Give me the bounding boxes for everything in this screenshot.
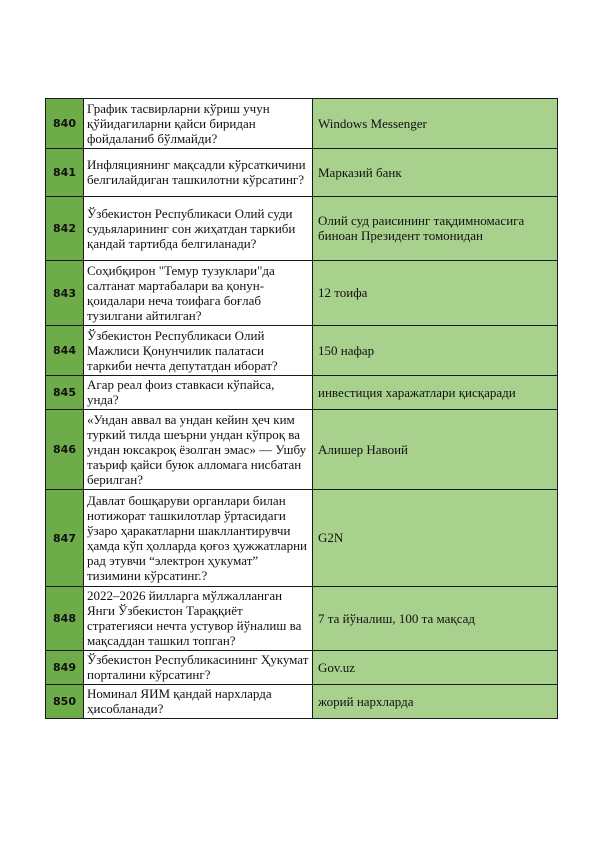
table-row xyxy=(46,490,558,587)
answer-cell: Алишер Навоий xyxy=(313,410,558,490)
table-row xyxy=(46,99,558,149)
question-cell: График тасвирларни кўриш учун қўйидагиларни қайси биридан фойдаланиб бўлмайди? xyxy=(84,99,313,149)
answer-cell: инвестиция харажатлари қисқаради xyxy=(313,376,558,410)
table-row xyxy=(46,261,558,326)
row-number: 843 xyxy=(46,261,84,326)
table-row xyxy=(46,410,558,490)
question-cell: Инфляциянинг мақсадли кўрсаткичини белгилайдиган ташкилотни кўрсатинг? xyxy=(84,149,313,197)
table-row xyxy=(46,587,558,651)
row-number: 850 xyxy=(46,685,84,719)
question-cell: Давлат бошқаруви органлари билан нотижорат ташкилотлар ўртасидаги ўзаро ҳаракатларни шакллантирувчи ҳамда кўп ҳолларда қоғоз ҳужжатларни рад этувчи “электрон ҳукумат” тизимини кўрсатинг.? xyxy=(84,490,313,587)
answer-cell: Windows Messenger xyxy=(313,99,558,149)
question-cell: «Ундан аввал ва ундан кейин ҳеч ким туркий тилда шеърни ундан кўпроқ ва ундан юксакроқ ёзолган эмас» — Ушбу таъриф қайси буюк алломага нисбатан берилган? xyxy=(84,410,313,490)
question-cell: Номинал ЯИМ қандай нархларда ҳисобланади? xyxy=(84,685,313,719)
row-number: 841 xyxy=(46,149,84,197)
table-row xyxy=(46,651,558,685)
table-row xyxy=(46,197,558,261)
question-cell: Ўзбекистон Республикаси Олий Мажлиси Қонунчилик палатаси таркиби нечта депутатдан иборат? xyxy=(84,326,313,376)
row-number: 847 xyxy=(46,490,84,587)
table-row xyxy=(46,149,558,197)
answer-cell: 150 нафар xyxy=(313,326,558,376)
answer-cell: Gov.uz xyxy=(313,651,558,685)
table-row xyxy=(46,685,558,719)
table-row xyxy=(46,326,558,376)
row-number: 840 xyxy=(46,99,84,149)
row-number: 845 xyxy=(46,376,84,410)
answer-cell: 12 тоифа xyxy=(313,261,558,326)
row-number: 849 xyxy=(46,651,84,685)
answer-cell: жорий нархларда xyxy=(313,685,558,719)
row-number: 844 xyxy=(46,326,84,376)
row-number: 848 xyxy=(46,587,84,651)
answer-cell: 7 та йўналиш, 100 та мақсад xyxy=(313,587,558,651)
question-cell: Ўзбекистон Республикасининг Ҳукумат порталини кўрсатинг? xyxy=(84,651,313,685)
question-cell: Агар реал фоиз ставкаси кўпайса, унда? xyxy=(84,376,313,410)
question-cell: Ўзбекистон Республикаси Олий суди судьяларининг сон жиҳатдан таркиби қандай тартибда белгиланади? xyxy=(84,197,313,261)
row-number: 846 xyxy=(46,410,84,490)
table-row xyxy=(46,376,558,410)
questions-table xyxy=(45,98,558,719)
answer-cell: G2N xyxy=(313,490,558,587)
row-number: 842 xyxy=(46,197,84,261)
question-cell: 2022‒2026 йилларга мўлжалланган Янги Ўзбекистон Тараққиёт стратегияси нечта устувор йўналиш ва мақсаддан ташкил топган? xyxy=(84,587,313,651)
answer-cell: Марказий банк xyxy=(313,149,558,197)
question-cell: Соҳибқирон "Темур тузуклари"да салтанат мартабалари ва қонун-қоидалари неча тоифага бoғлаб тузилгани айтилган? xyxy=(84,261,313,326)
answer-cell: Олий суд раисининг тақдимномасига биноан Президент томонидан xyxy=(313,197,558,261)
